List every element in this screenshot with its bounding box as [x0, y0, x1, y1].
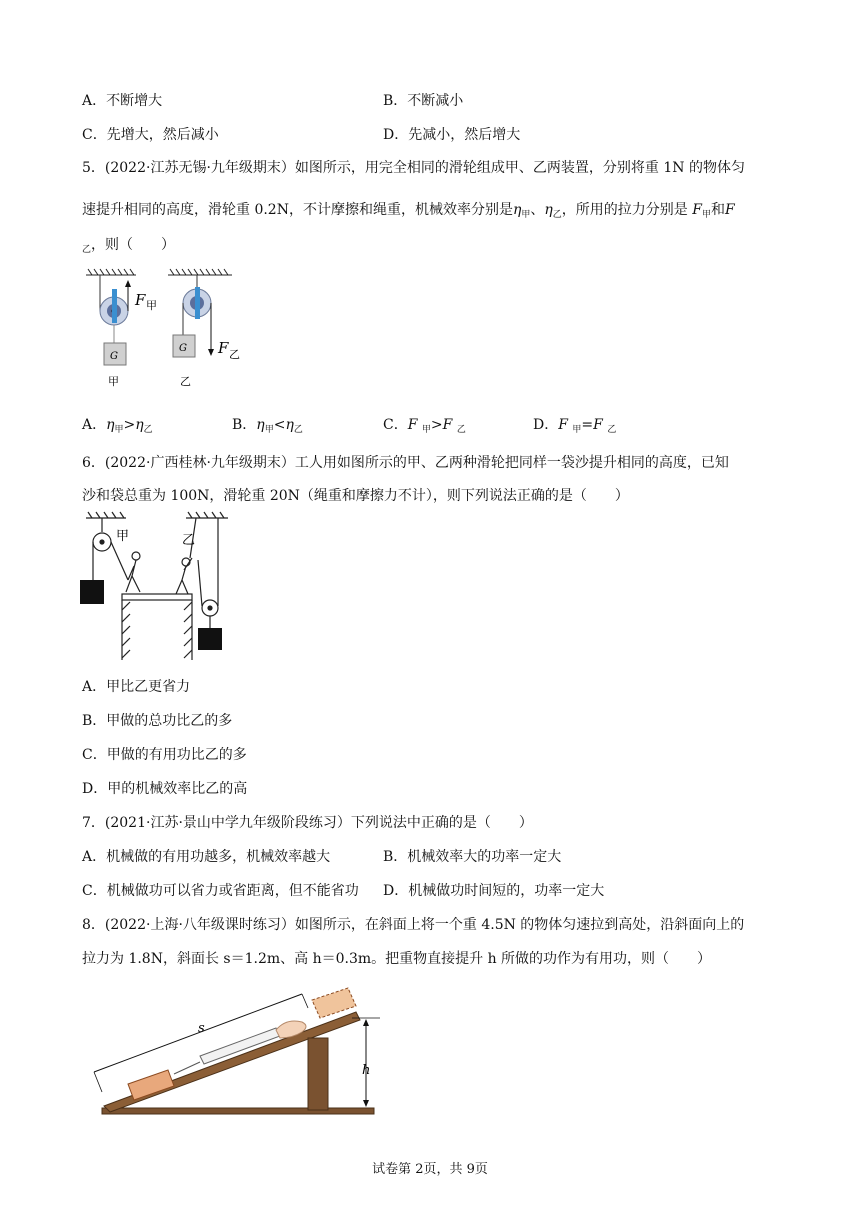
label-jia: 甲	[108, 375, 119, 388]
pulley-yi	[173, 275, 240, 388]
pulley-jia	[100, 275, 157, 388]
q6-pulley-figure	[78, 510, 238, 665]
q7-option-a: A．机械做的有用功越多，机械效率越大	[82, 849, 331, 865]
q5-stem-line3: $_乙$，则（ ）	[82, 237, 176, 255]
q7-option-c: C．机械做功可以省力或省距离，但不能省功	[82, 883, 359, 899]
weight-g-jia: G	[110, 351, 118, 362]
ceiling-right	[168, 269, 232, 275]
svg-text:F: F	[218, 339, 229, 357]
label-yi: 乙	[180, 375, 191, 388]
q8-stem-line2: 拉力为 1.8N，斜面长 s＝1.2m、高 h＝0.3m。把重物直接提升 h 所做的功作为有用功，则（ ）	[82, 951, 712, 967]
q5-pulley-figure	[80, 265, 250, 395]
q5-option-d: D．F $_甲$=F $_乙$	[533, 417, 617, 435]
q5-option-c: C．F $_甲$>F $_乙$	[383, 417, 466, 435]
q5-option-a: A．$\eta_甲>\eta_乙$	[82, 417, 153, 435]
q5-stem-line1: 5．(2022·江苏无锡·九年级期末）如图所示，用完全相同的滑轮组成甲、乙两装置，分别将重 1N 的物体匀	[82, 160, 745, 176]
q7-option-b: B．机械效率大的功率一定大	[383, 849, 562, 865]
q8-incline-figure	[80, 980, 380, 1120]
q4-option-a: A．不断增大	[82, 93, 163, 109]
label-s: s	[198, 1021, 205, 1036]
svg-text:乙: 乙	[229, 348, 240, 361]
svg-text:甲: 甲	[116, 529, 130, 544]
q6-option-d: D．甲的机械效率比乙的高	[82, 781, 248, 797]
q6-option-b: B．甲做的总功比乙的多	[82, 713, 233, 729]
svg-text:甲: 甲	[146, 299, 157, 312]
q4-option-b: B．不断减小	[383, 93, 464, 109]
sandbag-yi	[198, 628, 222, 650]
weight-g-yi: G	[179, 343, 187, 354]
q6-stem-line2: 沙和袋总重为 100N，滑轮重 20N（绳重和摩擦力不计），则下列说法正确的是（ ）	[82, 488, 629, 504]
sandbag-jia	[80, 580, 104, 604]
q4-option-d: D．先减小，然后增大	[383, 127, 521, 143]
q6-option-c: C．甲做的有用功比乙的多	[82, 747, 247, 763]
label-h: h	[362, 1063, 371, 1078]
page-footer: 试卷第 2页，共 9页	[372, 1162, 488, 1177]
q6-stem-line1: 6．(2022·广西桂林·九年级期末）工人用如图所示的甲、乙两种滑轮把同样一袋沙提升相同的高度，已知	[82, 455, 729, 471]
q7-option-d: D．机械做功时间短的，功率一定大	[383, 883, 605, 899]
q6-option-a: A．甲比乙更省力	[82, 679, 191, 695]
ceiling-left	[86, 269, 136, 275]
q4-option-c: C．先增大，然后减小	[82, 127, 219, 143]
q5-stem-line2: 速提升相同的高度，滑轮重 0.2N，不计摩擦和绳重，机械效率分别是$\eta_甲$、$\eta_乙$，所用的拉力分别是 $F_甲$和F	[82, 202, 735, 220]
q8-stem-line1: 8．(2022·上海·八年级课时练习）如图所示，在斜面上将一个重 4.5N 的物体匀速拉到高处，沿斜面向上的	[82, 917, 745, 933]
q5-option-b: B．$\eta_甲<\eta_乙$	[232, 417, 303, 435]
svg-text:F: F	[135, 291, 146, 309]
q7-stem: 7．(2021·江苏·景山中学九年级阶段练习）下列说法中正确的是（ ）	[82, 815, 533, 831]
svg-text:乙: 乙	[182, 533, 196, 548]
